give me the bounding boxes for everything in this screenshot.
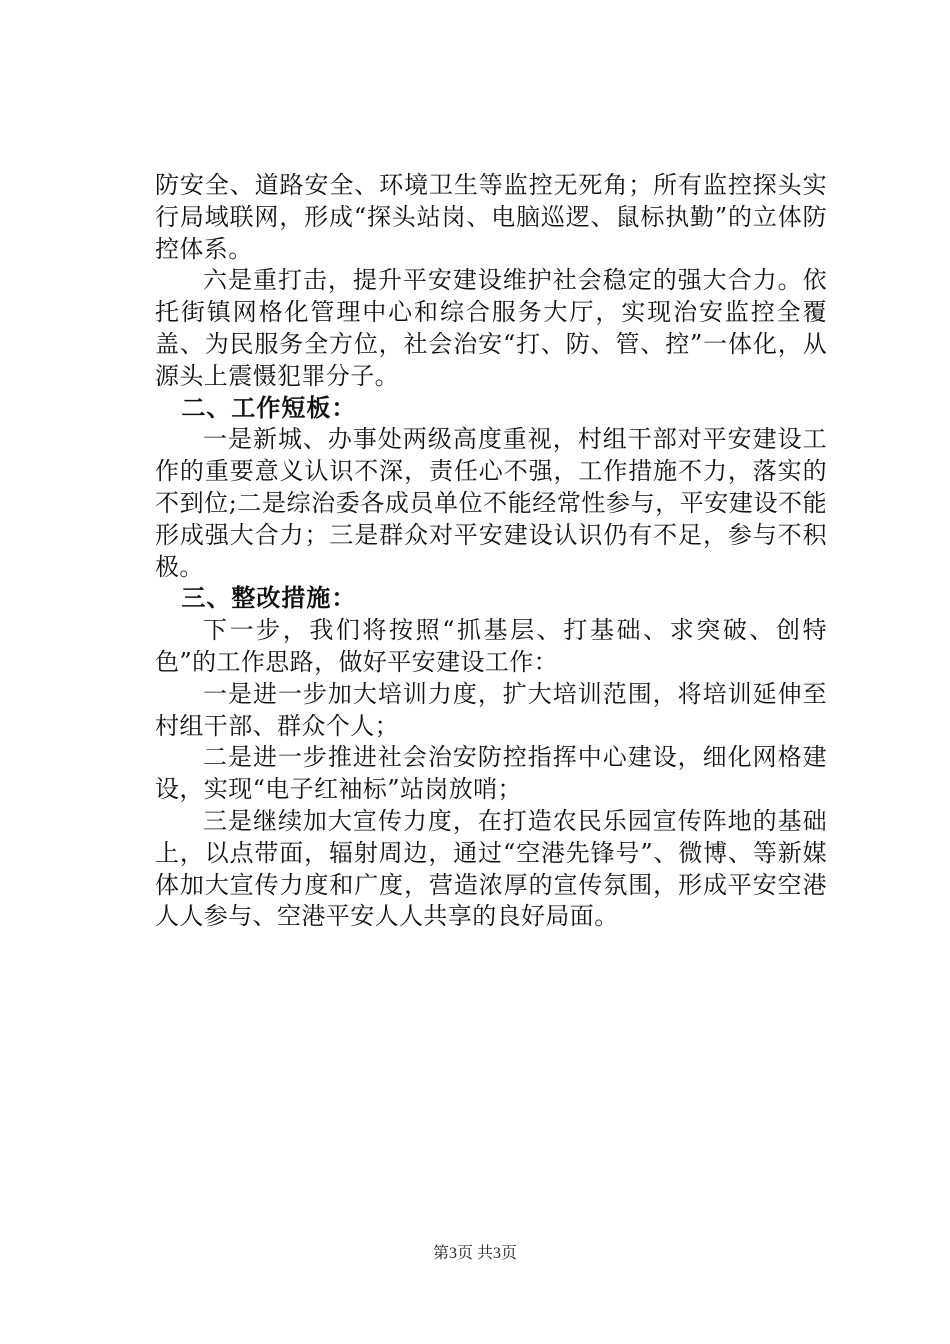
page-number-footer: 第3页 共3页: [432, 1245, 517, 1262]
paragraph-measure-three: 三是继续加大宣传力度，在打造农民乐园宣传阵地的基础上，以点带面，辐射周边，通过“空港先锋号”、微博、等新媒体加大宣传力度和广度，营造浓厚的宣传氛围，形成平安空港人人参与、空港平安人人共享的良好局面。: [155, 806, 827, 931]
paragraph-shortcomings: 一是新城、办事处两级高度重视，村组干部对平安建设工作的重要意义认识不深，责任心不强，工作措施不力，落实的不到位;二是综治委各成员单位不能经常性参与，平安建设不能形成强大合力；三是群众对平安建设认识仍有不足，参与不积极。: [155, 425, 827, 581]
paragraph-measure-one: 一是进一步加大培训力度，扩大培训范围，将培训延伸至村组干部、群众个人；: [155, 679, 827, 740]
paragraph-continuation: 防安全、道路安全、环境卫生等监控无死角；所有监控探头实行局域联网，形成“探头站岗、电脑巡逻、鼠标执勤”的立体防控体系。: [155, 171, 827, 263]
paragraph-measure-two: 二是进一步推进社会治安防控指挥中心建设，细化网格建设，实现“电子红袖标”站岗放哨；: [155, 743, 827, 804]
paragraph-next-step: 下一步，我们将按照“抓基层、打基础、求突破、创特色”的工作思路，做好平安建设工作：: [155, 616, 827, 676]
section-heading-measures: 三、整改措施：: [181, 584, 357, 613]
document-body: [155, 170, 827, 933]
section-heading-shortcomings: 二、工作短板：: [181, 393, 357, 422]
paragraph-six-strike: 六是重打击，提升平安建设维护社会稳定的强大合力。依托街镇网格化管理中心和综合服务大厅，实现治安监控全覆盖、为民服务全方位，社会治安“打、防、管、控”一体化，从源头上震慑犯罪分子。: [155, 266, 827, 390]
